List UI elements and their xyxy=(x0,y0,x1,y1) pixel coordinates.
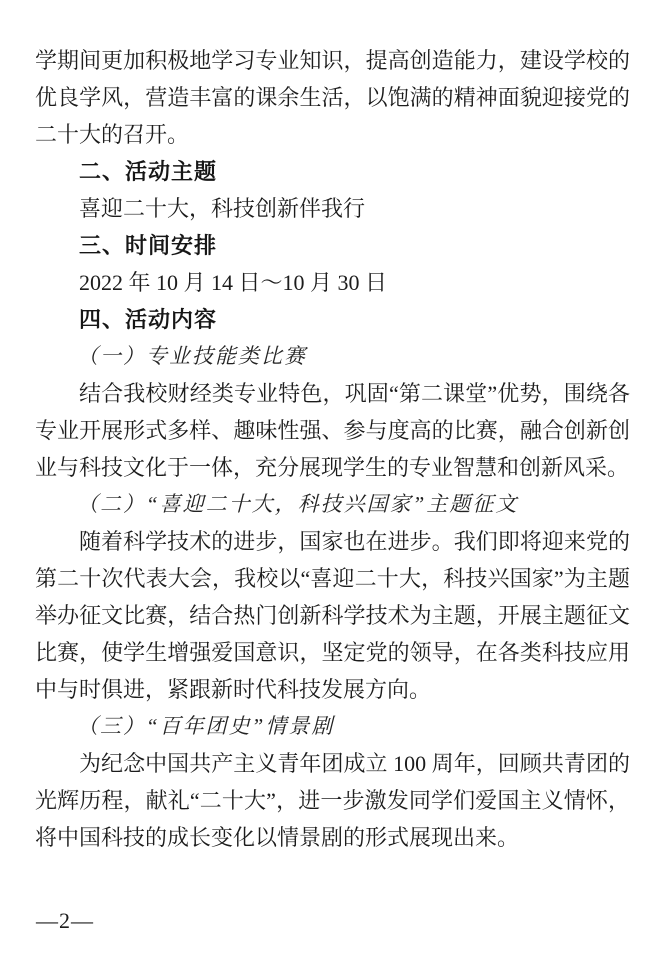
paragraph-drama: 为纪念中国共产主义青年团成立 100 周年，回顾共青团的光辉历程，献礼“二十大”，进一步激发同学们爱国主义情怀，将中国科技的成长变化以情景剧的形式展现出来。 xyxy=(35,751,631,850)
paragraph-activity-theme: 喜迎二十大，科技创新伴我行 xyxy=(79,196,366,221)
subheading-skill-competition: （一）专业技能类比赛 xyxy=(77,344,307,368)
page-number: —2— xyxy=(36,908,94,933)
heading-activity-theme: 二、活动主题 xyxy=(79,159,218,184)
continued-paragraph: 学期间更加积极地学习专业知识，提高创造能力，建设学校的优良学风，营造丰富的课余生活，以饱满的精神面貌迎接党的二十大的召开。 xyxy=(35,48,630,147)
subheading-essay-contest: （二）“喜迎二十大，科技兴国家”主题征文 xyxy=(77,492,519,516)
subheading-drama: （三）“百年团史”情景剧 xyxy=(77,714,335,738)
paragraph-skill-competition: 结合我校财经类专业特色，巩固“第二课堂”优势，围绕各专业开展形式多样、趣味性强、参与度高的比赛，融合创新创业与科技文化于一体，充分展现学生的专业智慧和创新风采。 xyxy=(35,381,630,480)
heading-time-schedule: 三、时间安排 xyxy=(79,233,218,258)
heading-activity-content: 四、活动内容 xyxy=(79,307,218,332)
paragraph-essay-contest: 随着科学技术的进步，国家也在进步。我们即将迎来党的第二十次代表大会，我校以“喜迎二十大，科技兴国家”为主题举办征文比赛，结合热门创新科学技术为主题，开展主题征文比赛，使学生增强爱国意识，坚定党的领导，在各类科技应用中与时俱进，紧跟新时代科技发展方向。 xyxy=(35,529,630,702)
paragraph-time-schedule: 2022 年 10 月 14 日～10 月 30 日 xyxy=(79,270,388,295)
